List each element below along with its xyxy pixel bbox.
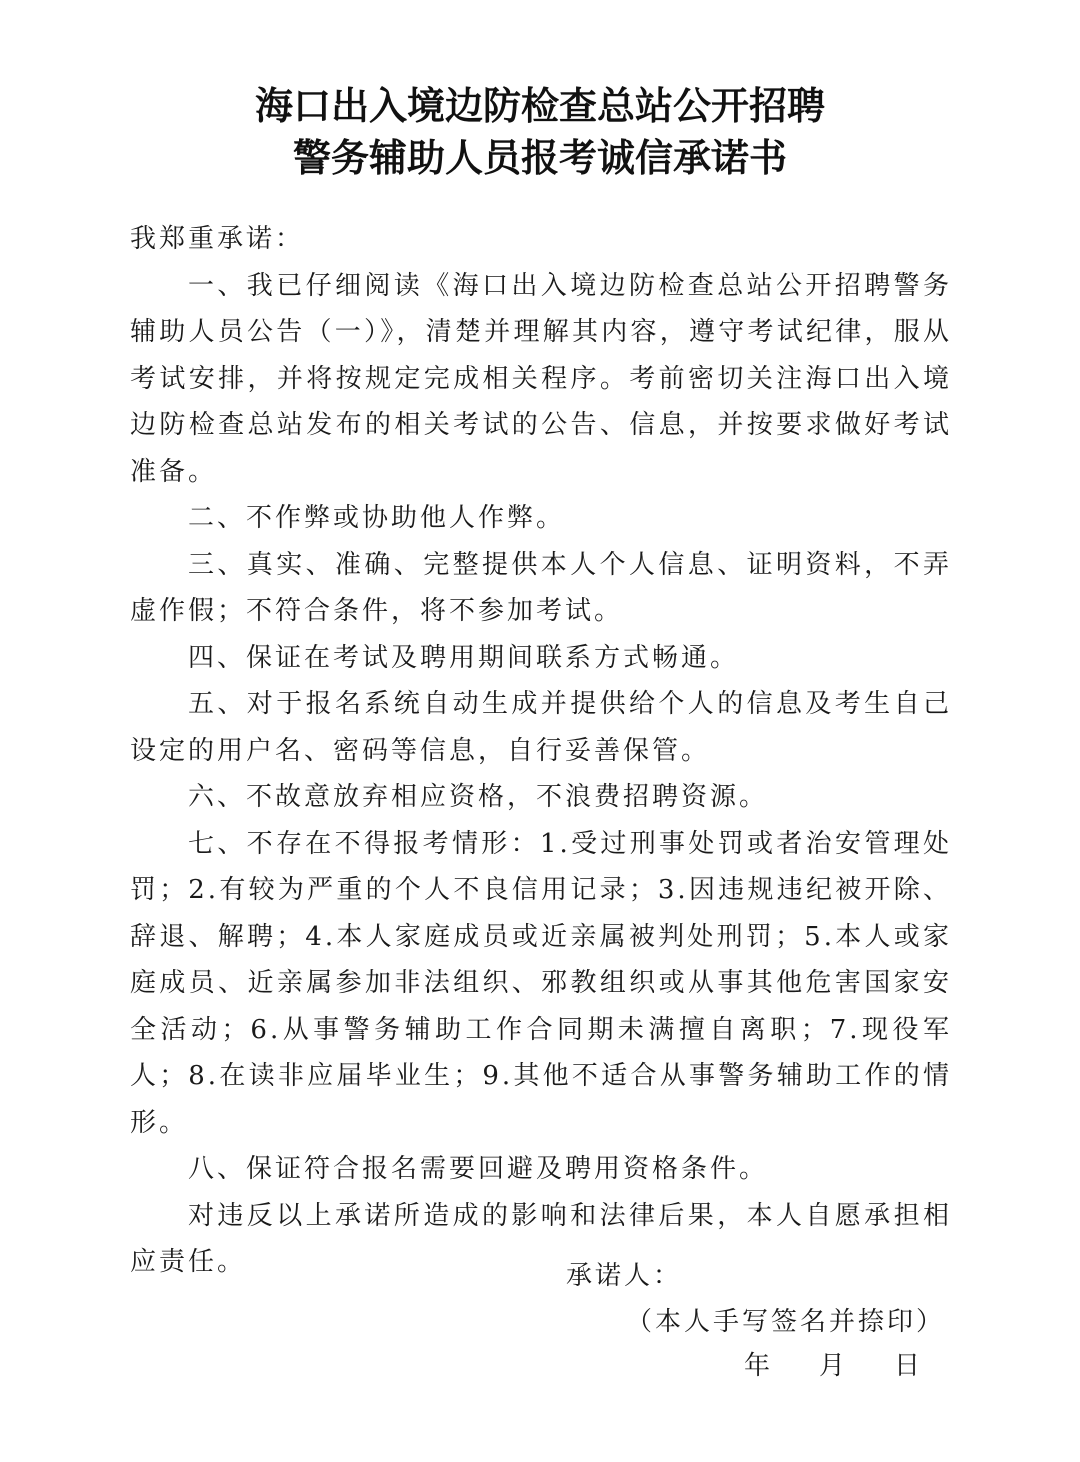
date-year-label: 年 [744,1351,774,1381]
pledge-item-1: 一、我已仔细阅读《海口出入境边防检查总站公开招聘警务辅助人员公告（一）》，清楚并理解其内容，遵守考试纪律，服从考试安排，并将按规定完成相关程序。考前密切关注海口出入境边防检查总站发布的相关考试的公告、信息，并按要求做好考试准备。 [130,270,952,487]
date-line [744,1346,923,1386]
pledge-item-7: 七、不存在不得报考情形：1.受过刑事处罚或者治安管理处罚；2.有较为严重的个人不良信用记录；3.因违规违纪被开除、辞退、解聘；4.本人家庭成员或近亲属被判处刑罚；5.本人或家庭成员、近亲属参加非法组织、邪教组织或从事其他危害国家安全活动；6.从事警务辅助工作合同期未满擅自离职；7.现役军人；8.在读非应届毕业生；9.其他不适合从事警务辅助工作的情形。 [130,828,952,1138]
pledge-item-2: 二、不作弊或协助他人作弊。 [188,503,566,533]
signature-note: （本人手写签名并捺印） [626,1307,946,1337]
liability-statement: 对违反以上承诺所造成的影响和法律后果，本人自愿承担相应责任。 [130,1200,952,1277]
document-title-line2: 警务辅助人员报考诚信承诺书 [292,135,787,180]
signer-label: 承诺人： [566,1261,683,1291]
pledge-item-5: 五、对于报名系统自动生成并提供给个人的信息及考生自己设定的用户名、密码等信息，自行妥善保管。 [130,689,952,766]
document-body [130,216,952,1286]
date-month-label: 月 [819,1351,849,1381]
pledge-item-6: 六、不故意放弃相应资格，不浪费招聘资源。 [188,782,769,812]
document-title-line1: 海口出入境边防检查总站公开招聘 [254,83,825,128]
date-day-label: 日 [894,1351,924,1381]
pledge-item-8: 八、保证符合报名需要回避及聘用资格条件。 [188,1154,769,1184]
pledge-item-4: 四、保证在考试及聘用期间联系方式畅通。 [188,642,740,673]
opening-statement: 我郑重承诺： [130,224,305,254]
pledge-item-3: 三、真实、准确、完整提供本人个人信息、证明资料，不弄虚作假；不符合条件，将不参加考试。 [130,549,952,626]
